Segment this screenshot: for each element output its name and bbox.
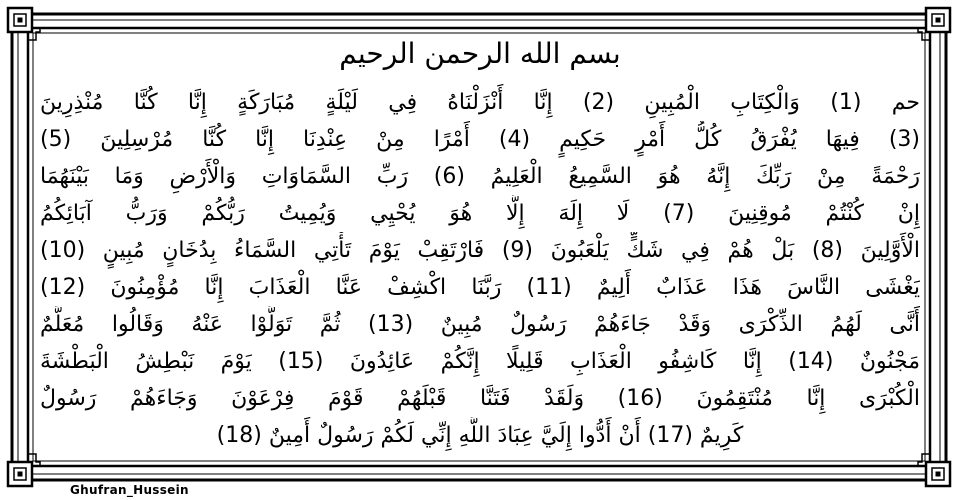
verse-line: يَغْشَى النَّاسَ هَذَا عَذَابٌ أَلِيمٌ (11) رَبَّنَا اكْشِفْ عَنَّا الْعَذَابَ إِنَّا مُؤْمِنُونَ (12) bbox=[40, 275, 920, 300]
corner-ornament-bottom-right bbox=[926, 462, 950, 486]
verse-line: كَرِيمٌ (17) أَنْ أَدُّوا إِلَيَّ عِبَادَ اللَّهِ إِنِّي لَكُمْ رَسُولٌ أَمِينٌ (18) bbox=[216, 423, 744, 448]
bismillah-calligraphy: بسم الله الرحمن الرحيم bbox=[339, 36, 621, 70]
corner-ornament-top-right bbox=[926, 8, 950, 32]
author-signature: Ghufran_Hussein bbox=[70, 483, 189, 497]
verse-line: حم (1) وَالْكِتَابِ الْمُبِينِ (2) إِنَّا أَنْزَلْنَاهُ فِي لَيْلَةٍ مُبَارَكَةٍ إِنَّا كُنَّا مُنْذِرِينَ bbox=[40, 90, 920, 115]
verse-line: مَجْنُونٌ (14) إِنَّا كَاشِفُو الْعَذَابِ قَلِيلًا إِنَّكُمْ عَائِدُونَ (15) يَوْمَ نَبْطِشُ الْبَطْشَةَ bbox=[40, 349, 920, 374]
verse-line: الْأَوَّلِينَ (8) بَلْ هُمْ فِي شَكٍّ يَلْعَبُونَ (9) فَارْتَقِبْ يَوْمَ تَأْتِي السَّمَاءُ بِدُخَانٍ مُبِينٍ (10) bbox=[40, 238, 920, 263]
verse-line: أَنَّى لَهُمُ الذِّكْرَى وَقَدْ جَاءَهُمْ رَسُولٌ مُبِينٌ (13) ثُمَّ تَوَلَّوْا عَنْهُ وَقَالُوا مُعَلَّمٌ bbox=[40, 312, 920, 337]
verse-line: (3) فِيهَا يُفْرَقُ كُلُّ أَمْرٍ حَكِيمٍ (4) أَمْرًا مِنْ عِنْدِنَا إِنَّا كُنَّا مُرْسِلِينَ (5) bbox=[40, 127, 920, 152]
verses-block bbox=[40, 84, 920, 454]
corner-ornament-top-left bbox=[8, 8, 32, 32]
verse-line: رَحْمَةً مِنْ رَبِّكَ إِنَّهُ هُوَ السَّمِيعُ الْعَلِيمُ (6) رَبِّ السَّمَاوَاتِ وَالْأَرْضِ وَمَا بَيْنَهُمَا bbox=[40, 164, 920, 189]
verse-line: الْكُبْرَى إِنَّا مُنْتَقِمُونَ (16) وَلَقَدْ فَتَنَّا قَبْلَهُمْ قَوْمَ فِرْعَوْنَ وَجَاءَهُمْ رَسُولٌ bbox=[40, 386, 920, 411]
corner-ornament-bottom-left bbox=[8, 462, 32, 486]
verse-line: إِنْ كُنْتُمْ مُوقِنِينَ (7) لَا إِلَهَ إِلَّا هُوَ يُحْيِي وَيُمِيتُ رَبُّكُمْ وَرَبُّ آبَائِكُمُ bbox=[40, 201, 920, 226]
